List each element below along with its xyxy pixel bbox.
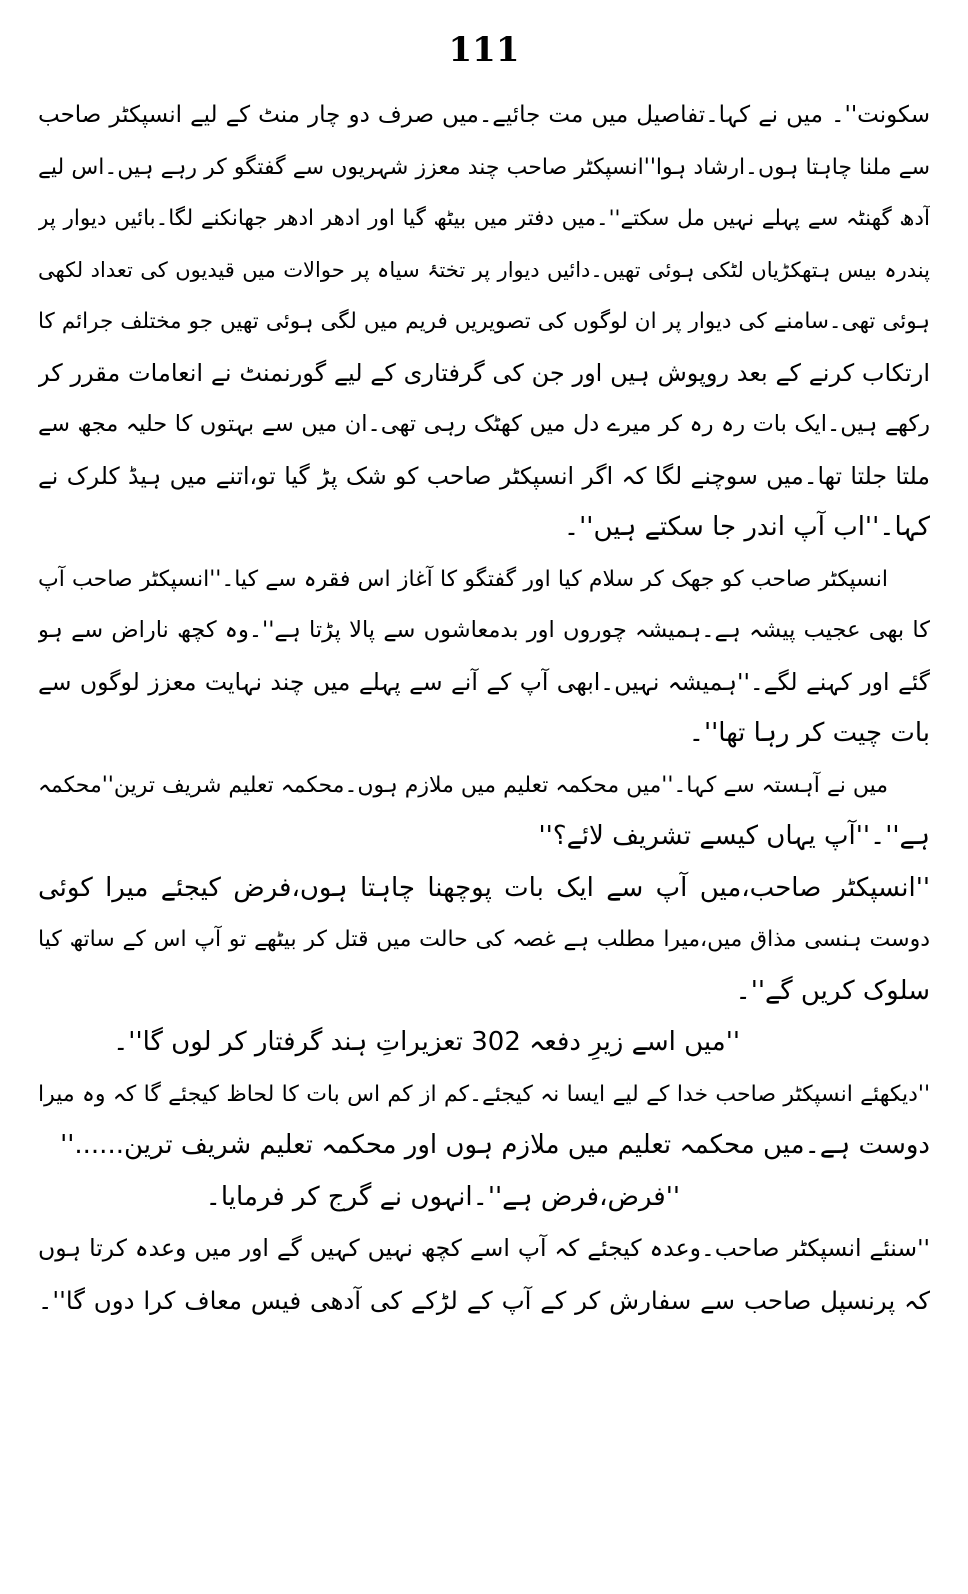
text-line: آدھ گھنٹہ سے پہلے نہیں مل سکتے''۔میں دفتر میں بیٹھ گیا اور ادھر ادھر جھانکنے لگا۔بائیں دیوار پر xyxy=(38,206,930,231)
text-line: کا بھی عجیب پیشہ ہے۔ہمیشہ چوروں اور بدمعاشوں سے پالا پڑتا ہے''۔وہ کچھ ناراض سے ہو xyxy=(38,617,930,643)
text-line: میں نے آہستہ سے کہا۔''میں محکمہ تعلیم میں ملازم ہوں۔محکمہ تعلیم شریف ترین''محکمہ xyxy=(38,772,888,798)
text-line: بات چیت کر رہا تھا''۔ xyxy=(688,718,930,748)
text-line: رکھے ہیں۔ایک بات رہ رہ کر میرے دل میں کھٹک رہی تھی۔ان میں سے بہتوں کا حلیہ مجھ سے xyxy=(38,411,930,437)
text-line: کہا۔''اب آپ اندر جا سکتے ہیں''۔ xyxy=(563,512,930,542)
text-line: ارتکاب کرنے کے بعد روپوش ہیں اور جن کی گرفتاری کے لیے گورنمنٹ نے انعامات مقرر کر xyxy=(38,358,930,387)
text-line: پندرہ بیس ہتھکڑیاں لٹکی ہوئی تھیں۔دائیں دیوار پر تختۂ سیاہ پر حوالات میں قیدیوں کی تعداد لکھی xyxy=(38,257,930,282)
text-line: دوست ہنسی مذاق میں،میرا مطلب ہے غصہ کی حالت میں قتل کر بیٹھے تو آپ اس کے ساتھ کیا xyxy=(38,927,930,952)
text-line: ''فرض،فرض ہے''۔انہوں نے گرج کر فرمایا۔ xyxy=(205,1181,680,1212)
text-line: ''میں اسے زیرِ دفعہ 302 تعزیراتِ ہند گرفتار کر لوں گا''۔ xyxy=(113,1027,740,1057)
text-line: ''دیکھئے انسپکٹر صاحب خدا کے لیے ایسا نہ کیجئے۔کم از کم اس بات کا لحاظ کیجئے گا کہ وہ میرا xyxy=(38,1081,930,1107)
text-line: سکونت''۔ میں نے کہا۔تفاصیل میں مت جائیے۔میں صرف دو چار منٹ کے لیے انسپکٹر صاحب xyxy=(38,102,930,128)
text-line: کہ پرنسپل صاحب سے سفارش کر کے آپ کے لڑکے کی آدھی فیس معاف کرا دوں گا''۔ xyxy=(38,1285,930,1315)
text-line: ''سنئے انسپکٹر صاحب۔وعدہ کیجئے کہ آپ اسے کچھ نہیں کہیں گے اور میں وعدہ کرتا ہوں xyxy=(38,1234,930,1262)
text-line: گئے اور کہنے لگے۔''ہمیشہ نہیں۔ابھی آپ کے آنے سے پہلے میں چند نہایت معزز لوگوں سے xyxy=(38,667,930,696)
text-line: سے ملنا چاہتا ہوں۔ارشاد ہوا''انسپکٹر صاحب چند معزز شہریوں سے گفتگو کر رہے ہیں۔اس لیے xyxy=(38,154,930,180)
text-line: دوست ہے۔میں محکمہ تعلیم میں ملازم ہوں اور محکمہ تعلیم شریف ترین......'' xyxy=(60,1130,930,1160)
text-line: ہے''۔''آپ یہاں کیسے تشریف لائے؟'' xyxy=(538,821,930,851)
text-line: انسپکٹر صاحب کو جھک کر سلام کیا اور گفتگو کا آغاز اس فقرہ سے کیا۔''انسپکٹر صاحب آپ xyxy=(38,566,888,592)
text-line: ہوئی تھی۔سامنے کی دیوار پر ان لوگوں کی تصویریں فریم میں لگی ہوئی تھیں جو مختلف جرائم کا xyxy=(38,309,930,334)
text-line: ملتا جلتا تھا۔میں سوچنے لگا کہ اگر انسپکٹر صاحب کو شک پڑ گیا تو،اتنے میں ہیڈ کلرک نے xyxy=(38,461,930,490)
text-line: سلوک کریں گے''۔ xyxy=(735,975,930,1006)
page-body xyxy=(38,90,930,1326)
page-number: 111 xyxy=(448,30,520,70)
text-line: ''انسپکٹر صاحب،میں آپ سے ایک بات پوچھنا چاہتا ہوں،فرض کیجئے میرا کوئی xyxy=(38,872,930,903)
